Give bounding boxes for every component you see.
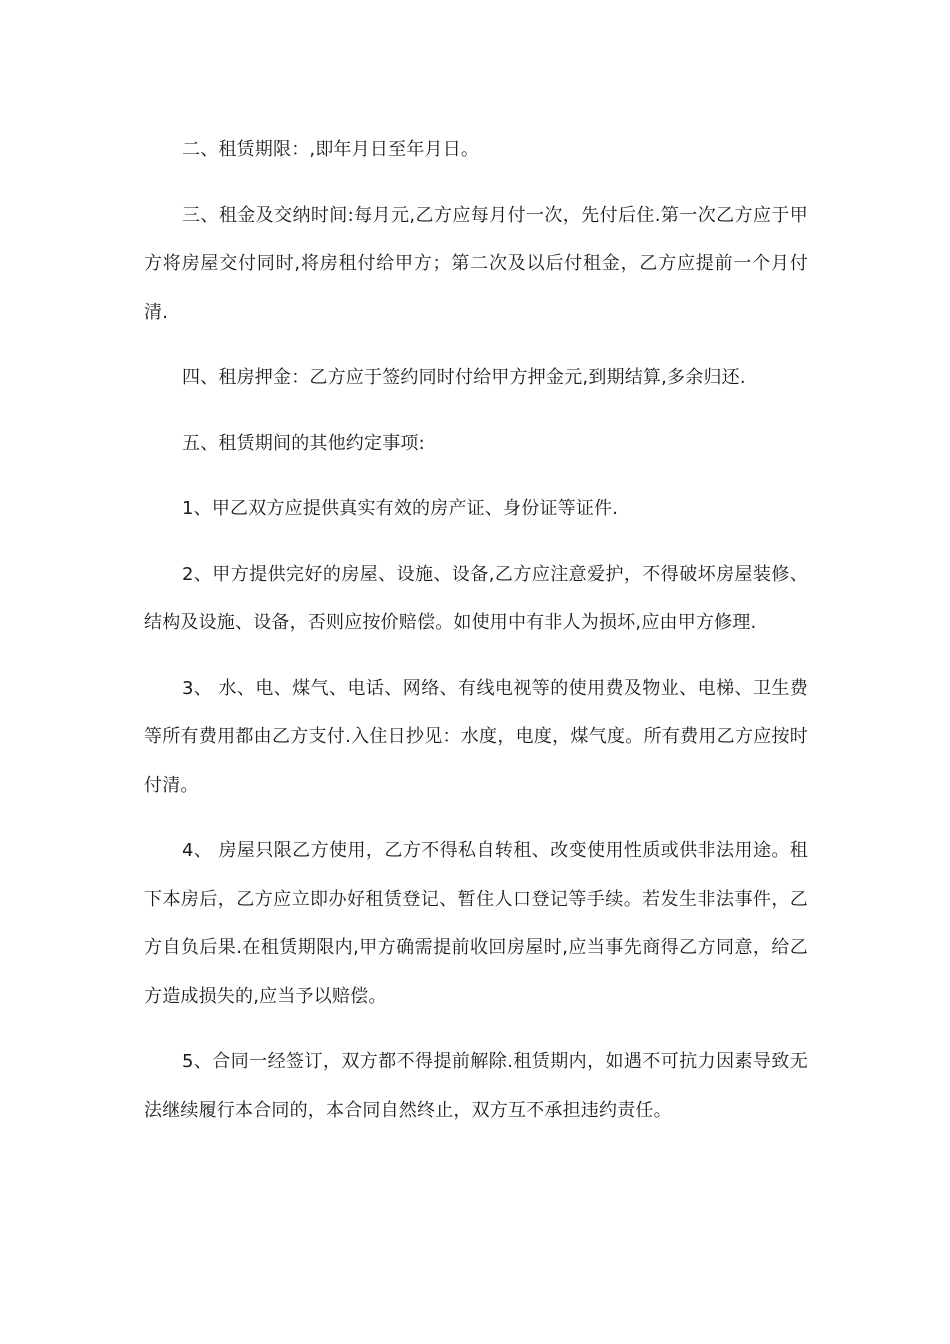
paragraph-rent-payment: 三、租金及交纳时间:每月元,乙方应每月付一次，先付后住.第一次乙方应于甲方将房屋交付同时,将房租付给甲方；第二次及以后付租金，乙方应提前一个月付清.	[144, 204, 808, 323]
paragraph-item-4: 4、 房屋只限乙方使用，乙方不得私自转租、改变使用性质或供非法用途。租下本房后，乙方应立即办好租赁登记、暂住人口登记等手续。若发生非法事件，乙方自负后果.在租赁期限内,甲方确需提前收回房屋时,应当事先商得乙方同意，给乙方造成损失的,应当予以赔偿。	[144, 840, 808, 1007]
paragraph-item-5: 5、合同一经签订，双方都不得提前解除.租赁期内，如遇不可抗力因素导致无法继续履行本合同的，本合同自然终止，双方互不承担违约责任。	[144, 1051, 808, 1121]
paragraph-item-1: 1、甲乙双方应提供真实有效的房产证、身份证等证件.	[182, 498, 619, 519]
paragraph-lease-term: 二、租赁期限：,即年月日至年月日。	[182, 139, 480, 160]
document-body	[144, 126, 808, 1152]
paragraph-deposit: 四、租房押金：乙方应于签约同时付给甲方押金元,到期结算,多余归还.	[182, 367, 746, 388]
paragraph-other-terms-heading: 五、租赁期间的其他约定事项:	[182, 432, 425, 454]
paragraph-item-2: 2、甲方提供完好的房屋、设施、设备,乙方应注意爱护，不得破坏房屋装修、结构及设施、设备，否则应按价赔偿。如使用中有非人为损坏,应由甲方修理.	[144, 563, 808, 633]
paragraph-item-3: 3、 水、电、煤气、电话、网络、有线电视等的使用费及物业、电梯、卫生费等所有费用都由乙方支付.入住日抄见：水度，电度，煤气度。所有费用乙方应按时付清。	[144, 677, 808, 796]
